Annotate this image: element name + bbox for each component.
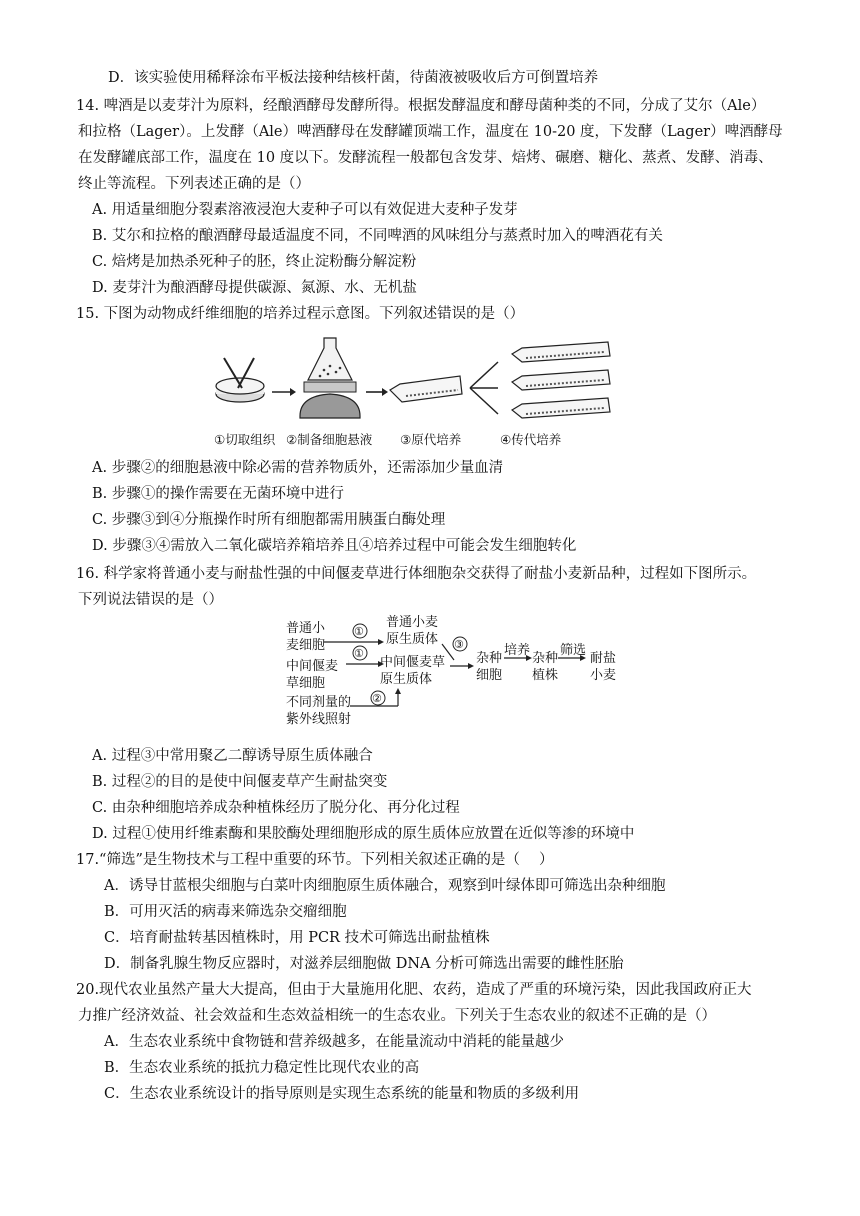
q20-option-a: A．生态农业系统中食物链和营养级越多，在能量流动中消耗的能量越少: [104, 1034, 564, 1050]
figure-label-3: ③原代培养: [400, 432, 462, 447]
q16-option-a: A. 过程③中常用聚乙二醇诱导原生质体融合: [92, 748, 373, 764]
q16-option-c: C. 由杂种细胞培养成杂种植株经历了脱分化、再分化过程: [92, 800, 460, 816]
q20-option-c: C．生态农业系统设计的指导原则是实现生态系统的能量和物质的多级利用: [104, 1086, 580, 1102]
q13-option-d: D．该实验使用稀释涂布平板法接种结核杆菌，待菌液被吸收后方可倒置培养: [108, 70, 599, 86]
uv-label-1: 不同剂量的: [286, 695, 352, 710]
grass-cell-label-2: 草细胞: [286, 676, 326, 691]
q14-option-c: C. 焙烤是加热杀死种子的胚，终止淀粉酶分解淀粉: [92, 254, 417, 270]
q14-option-b: B. 艾尔和拉格的酿酒酵母最适温度不同，不同啤酒的风味组分与蒸煮时加入的啤酒花有关: [92, 228, 663, 244]
wheat-protoplast-label-1: 普通小麦: [386, 615, 439, 630]
salt-wheat-label-1: 耐盐: [590, 651, 617, 666]
q17-option-a: A．诱导甘蓝根尖细胞与白菜叶肉细胞原生质体融合，观察到叶绿体即可筛选出杂种细胞: [104, 878, 666, 894]
cell-culture-figure: [200, 332, 630, 456]
q15-stem: 15. 下图为动物成纤维细胞的培养过程示意图。下列叙述错误的是（）: [76, 306, 525, 322]
wheat-protoplast-label-2: 原生质体: [386, 632, 439, 647]
q14-option-d: D. 麦芽汁为酿酒酵母提供碳源、氮源、水、无机盐: [92, 280, 417, 296]
tissue-dish-icon: [216, 358, 264, 402]
hybridization-flow-diagram: [280, 614, 640, 744]
wheat-cell-label-1: 普通小: [286, 621, 326, 636]
q14-stem-line-4: 终止等流程。下列表述正确的是（）: [78, 176, 310, 192]
step-3-marker: ③: [454, 638, 464, 651]
q20-stem-line-1: 20.现代农业虽然产量大大提高，但由于大量施用化肥、农药，造成了严重的环境污染，因此我国政府正大: [76, 982, 752, 998]
figure-label-2: ②制备细胞悬液: [286, 432, 373, 447]
figure-label-4: ④传代培养: [500, 432, 562, 447]
hybrid-plant-label-1: 杂种: [532, 651, 559, 666]
q14-stem-line-2: 和拉格（Lager）。上发酵（Ale）啤酒酵母在发酵罐顶端工作，温度在 10-20 度，下发酵（Lager）啤酒酵母: [78, 124, 783, 140]
q15-option-d: D. 步骤③④需放入二氧化碳培养箱培养且④培养过程中可能会发生细胞转化: [92, 538, 577, 554]
step-1-marker: ①: [354, 625, 364, 638]
primary-culture-flask-icon: [390, 376, 462, 402]
q16-option-b: B. 过程②的目的是使中间偃麦草产生耐盐突变: [92, 774, 388, 790]
culture-label: 培养: [504, 643, 531, 658]
q17-option-b: B．可用灭活的病毒来筛选杂交瘤细胞: [104, 904, 347, 920]
q16-stem-line-2: 下列说法错误的是（）: [78, 592, 223, 608]
uv-label-2: 紫外线照射: [286, 712, 352, 727]
screen-label: 筛选: [560, 643, 587, 658]
step-1-marker-2: ①: [354, 647, 364, 660]
hybrid-plant-label-2: 植株: [532, 668, 559, 683]
wheat-cell-label-2: 麦细胞: [286, 638, 326, 653]
q17-option-d: D．制备乳腺生物反应器时，对滋养层细胞做 DNA 分析可筛选出需要的雌性胚胎: [104, 956, 624, 972]
q14-option-a: A. 用适量细胞分裂素溶液浸泡大麦种子可以有效促进大麦种子发芽: [92, 202, 518, 218]
q14-stem-line-1: 14. 啤酒是以麦芽汁为原料，经酿酒酵母发酵所得。根据发酵温度和酵母菌种类的不同，分成了艾尔（Ale）: [76, 98, 766, 114]
grass-protoplast-label-2: 原生质体: [380, 672, 433, 687]
q15-option-a: A. 步骤②的细胞悬液中除必需的营养物质外，还需添加少量血清: [92, 460, 504, 476]
grass-protoplast-label-1: 中间偃麦草: [380, 655, 446, 670]
q15-option-b: B. 步骤①的操作需要在无菌环境中进行: [92, 486, 344, 502]
hybrid-cell-label-1: 杂种: [476, 651, 503, 666]
q15-option-c: C. 步骤③到④分瓶操作时所有细胞都需用胰蛋白酶处理: [92, 512, 446, 528]
hybrid-cell-label-2: 细胞: [476, 668, 503, 683]
passage-flask-icon: [512, 342, 610, 418]
q20-option-b: B．生态农业系统的抵抗力稳定性比现代农业的高: [104, 1060, 420, 1076]
salt-wheat-label-2: 小麦: [590, 668, 617, 683]
figure-label-1: ①切取组织: [214, 432, 276, 447]
q16-stem-line-1: 16. 科学家将普通小麦与耐盐性强的中间偃麦草进行体细胞杂交获得了耐盐小麦新品种，过程如下图所示。: [76, 566, 757, 582]
step-2-marker: ②: [372, 692, 382, 705]
q20-stem-line-2: 力推广经济效益、社会效益和生态效益相统一的生态农业。下列关于生态农业的叙述不正确的是（）: [78, 1008, 716, 1024]
q17-stem: 17.“筛选”是生物技术与工程中重要的环节。下列相关叙述正确的是（ ）: [76, 852, 554, 868]
flask-stirrer-icon: [300, 338, 360, 418]
q16-option-d: D. 过程①使用纤维素酶和果胶酶处理细胞形成的原生质体应放置在近似等渗的环境中: [92, 826, 635, 842]
q17-option-c: C．培育耐盐转基因植株时，用 PCR 技术可筛选出耐盐植株: [104, 930, 490, 946]
grass-cell-label-1: 中间偃麦: [286, 659, 339, 674]
q14-stem-line-3: 在发酵罐底部工作，温度在 10 度以下。发酵流程一般都包含发芽、焙烤、碾磨、糖化、蒸煮、发酵、消毒、: [78, 150, 773, 166]
